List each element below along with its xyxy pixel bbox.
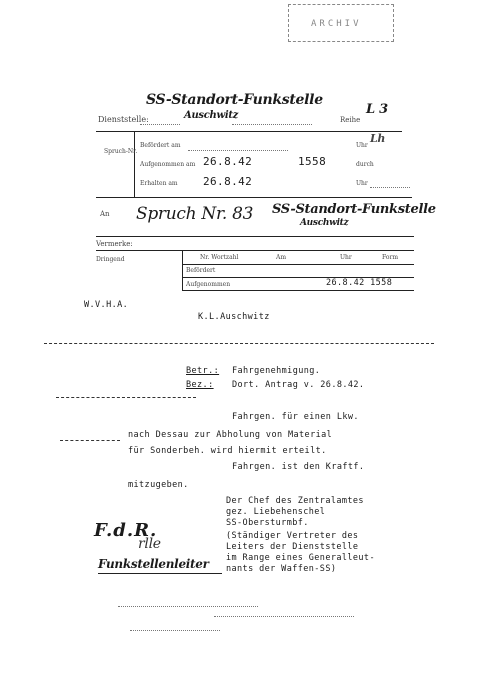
sig-line-1: Der Chef des Zentralamtes: [226, 496, 364, 506]
header-col-divider: [134, 131, 135, 197]
dringend-label: Dringend: [96, 256, 125, 263]
header-station-title: SS-Standort-Funkstelle: [146, 92, 323, 108]
body-line-3: für Sonderbeh. wird hiermit erteilt.: [128, 446, 327, 456]
dienststelle-dots: [140, 124, 180, 125]
spruch-title: Spruch Nr. 83: [136, 204, 254, 224]
left-dash-3: [60, 440, 120, 441]
befoerdert-row: Befördert: [186, 267, 216, 274]
sig-line-6: im Range eines Generalleut-: [226, 553, 375, 563]
received-date: 26.8.42: [203, 155, 253, 168]
spruch-rule: [96, 236, 414, 237]
body-line-1: Fahrgen. für einen Lkw.: [232, 412, 359, 422]
handwritten-mark: Lh: [370, 132, 386, 145]
vermerke-label: Vermerke:: [96, 240, 133, 248]
aufgenommen-label: Aufgenommen am: [140, 161, 196, 168]
durch-label: durch: [356, 161, 374, 168]
befoerdert-dots: [188, 150, 288, 151]
bez-label: Bez.:: [186, 380, 214, 390]
uhr-label-1: Uhr: [356, 142, 368, 149]
header-top-rule: [96, 131, 402, 132]
uhr-label-2: Uhr: [356, 180, 368, 187]
sig-line-3: SS-Obersturmbf.: [226, 518, 309, 528]
fdr-signature-scrawl: rlle: [138, 536, 161, 552]
spruch-station-place: Auschwitz: [300, 218, 349, 228]
reihe-label: Reihe: [340, 116, 361, 124]
header-station-place: Auschwitz: [184, 110, 239, 121]
archive-stamp-text: ARCHIV: [311, 19, 362, 29]
fields-rule-3: [182, 290, 414, 291]
field-uhr: Uhr: [340, 254, 352, 261]
bez-text: Dort. Antrag v. 26.8.42.: [232, 380, 365, 390]
spruch-station-title: SS-Standort-Funkstelle: [272, 202, 436, 217]
betr-label: Betr.:: [186, 366, 220, 376]
recipient: W.V.H.A.: [84, 300, 129, 310]
header-bottom-rule: [96, 197, 412, 198]
sig-line-4: (Ständiger Vertreter des: [226, 531, 359, 541]
field-form: Form: [382, 254, 399, 261]
left-dash-2: [56, 397, 196, 398]
left-dash-1: [44, 343, 434, 344]
field-am: Am: [276, 254, 287, 261]
sender: K.L.Auschwitz: [198, 312, 270, 322]
funkstellenleiter-caption: Funkstellenleiter: [98, 557, 209, 571]
bottom-dots-2: [214, 616, 354, 617]
caption-rule: [98, 573, 222, 574]
bottom-dots-1: [118, 606, 258, 607]
erhalten-dots: [370, 187, 410, 188]
vermerke-rule: [96, 250, 414, 251]
spruch-nr-label: Spruch-Nr.: [104, 148, 138, 155]
fdr-stamp: F.d.R.: [94, 520, 158, 541]
sig-line-7: nants der Waffen-SS): [226, 564, 337, 574]
betr-text: Fahrgenehmigung.: [232, 366, 321, 376]
body-line-5: mitzugeben.: [128, 480, 189, 490]
aufgenommen-row: Aufgenommen: [186, 281, 231, 288]
body-line-2: nach Dessau zur Abholung von Material: [128, 430, 333, 440]
archive-stamp: [288, 4, 394, 42]
an-label: An: [100, 210, 110, 218]
field-nr: Nr. Wortzahl: [200, 254, 239, 261]
place-dots: [232, 124, 312, 125]
fields-rule-1: [182, 264, 414, 265]
dienststelle-label: Dienststelle:: [98, 115, 149, 124]
aufgenommen-value: 26.8.42 1558: [326, 278, 393, 288]
befoerdert-label: Befördert am: [140, 142, 181, 149]
bottom-dots-3: [130, 630, 220, 631]
sig-line-5: Leiters der Dienststelle: [226, 542, 359, 552]
fields-divider: [182, 250, 183, 290]
sig-line-2: gez. Liebehenschel: [226, 507, 326, 517]
delivered-date: 26.8.42: [203, 175, 253, 188]
received-time: 1558: [298, 155, 327, 168]
page-mark: L 3: [366, 102, 388, 117]
body-line-4: Fahrgen. ist den Kraftf.: [232, 462, 365, 472]
erhalten-label: Erhalten am: [140, 180, 178, 187]
